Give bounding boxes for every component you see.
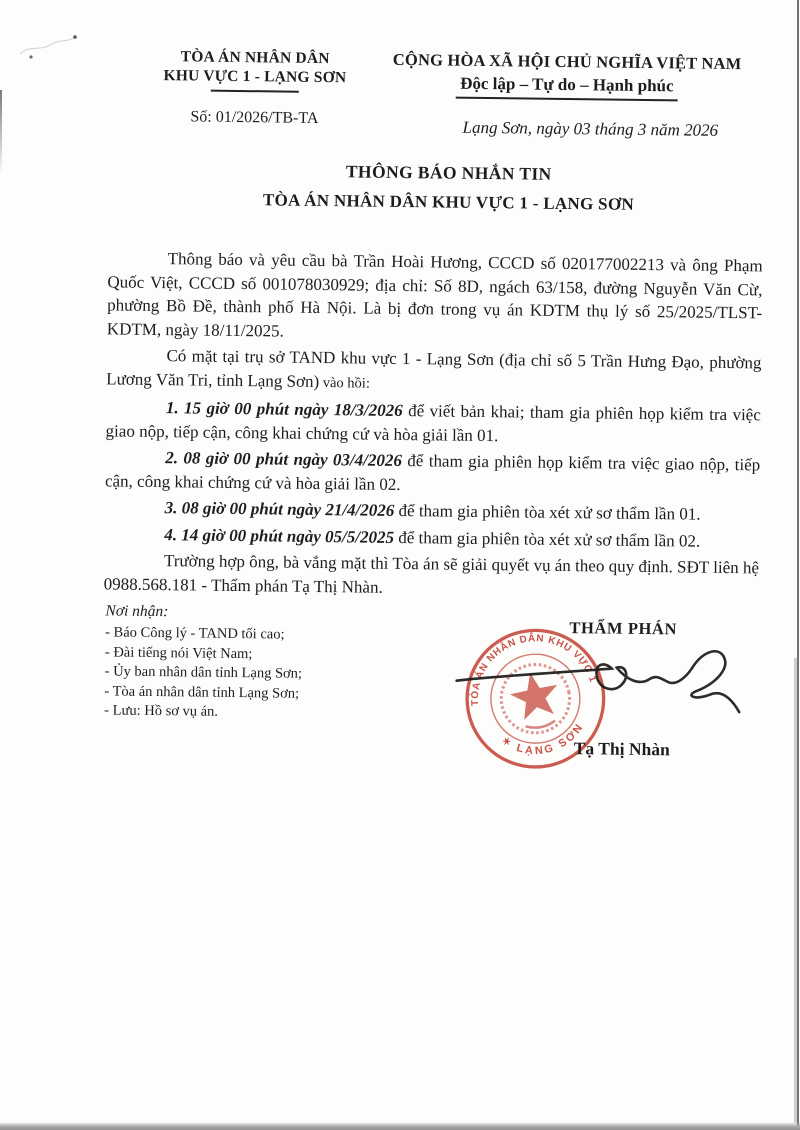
schedule-item-3-purpose: để tham gia phiên tòa xét xử sơ thẩm lần 01. bbox=[394, 500, 701, 524]
court-name-line2: KHU VỰC 1 - LẠNG SƠN bbox=[163, 67, 347, 87]
national-heading-block bbox=[365, 50, 768, 142]
recipients-block bbox=[104, 602, 405, 724]
schedule-item-1-datetime: 1. 15 giờ 00 phút ngày 18/3/2026 bbox=[165, 398, 403, 421]
schedule-item-1 bbox=[105, 395, 761, 450]
scan-edge-left bbox=[0, 90, 2, 175]
document-title bbox=[122, 159, 775, 217]
recipient-item: - Lưu: Hồ sơ vụ án. bbox=[104, 702, 219, 720]
national-title: CỘNG HÒA XÃ HỘI CHỦ NGHĨA VIỆT NAM bbox=[392, 49, 742, 74]
title-line2: TÒA ÁN NHÂN DÂN KHU VỰC 1 - LẠNG SƠN bbox=[262, 190, 635, 214]
schedule-item-1-purpose: để viết bản khai; tham gia phiên họp kiểm tra việc giao nộp, tiếp cận, công khai chứng cứ và hòa giải lần 01. bbox=[105, 401, 761, 445]
scan-edge-right bbox=[797, 0, 799, 1130]
paragraph-parties: Thông báo và yêu cầu bà Trần Hoài Hương, CCCD số 020177002213 và ông Phạm Quốc Việt, CCCD số 001078030929; địa chỉ: Số 8D, ngách 63/158, đường Nguyễn Văn Cừ, phường Bồ Đề, thành phố Hà Nội. Là bị đơn trong vụ án KDTM thụ lý số 25/2025/TLST-KDTM, ngày 18/11/2025. bbox=[106, 249, 763, 341]
schedule-item-3-datetime: 3. 08 giờ 00 phút ngày 21/4/2026 bbox=[164, 498, 395, 520]
schedule-item-2-purpose: để tham gia phiên họp kiểm tra việc giao nộp, tiếp cận, công khai chứng cứ và hòa giải lần 02. bbox=[104, 451, 761, 494]
scan-edge-right-gray bbox=[794, 658, 797, 1123]
recipient-item: - Ủy ban nhân dân tỉnh Lạng Sơn; bbox=[104, 663, 303, 682]
court-name-line1: TÒA ÁN NHÂN DÂN bbox=[180, 48, 330, 68]
recipient-item: - Tòa án nhân dân tỉnh Lạng Sơn; bbox=[104, 682, 300, 702]
recipients-label: Nơi nhận: bbox=[105, 602, 169, 621]
schedule-item-4-purpose: để tham gia phiên tòa xét xử sơ thẩm lần 02. bbox=[393, 527, 701, 551]
signer-name: Tạ Thị Nhàn bbox=[573, 738, 670, 760]
document-number: Số: 01/2026/TB-TA bbox=[190, 108, 319, 127]
summons-location-text: Có mặt tại trụ sở TAND khu vực 1 - Lạng Sơn (địa chỉ số 5 Trần Hưng Đạo, phường Lương Văn Tri, tỉnh Lạng Sơn) bbox=[106, 346, 762, 391]
header-underline bbox=[211, 90, 299, 93]
paragraph-summons-location bbox=[106, 343, 762, 400]
stamp-text-top: TÒA ÁN NHÂN DÂN KHU VỰC 1 bbox=[469, 633, 599, 707]
issuing-authority-block bbox=[143, 47, 366, 137]
document-header bbox=[143, 47, 768, 142]
summons-location-tail: vào hồi: bbox=[319, 374, 371, 392]
judge-handwritten-signature bbox=[448, 629, 751, 729]
place-date-line: Lạng Sơn, ngày 03 tháng 3 năm 2026 bbox=[462, 117, 719, 140]
document-body bbox=[104, 246, 763, 606]
paragraph-absence-warning: Trường hợp ông, bà vắng mặt thì Tòa án sẽ giải quyết vụ án theo quy định. SĐT liên hệ 0988.568.181 - Thẩm phán Tạ Thị Nhàn. bbox=[103, 551, 760, 597]
schedule-item-2 bbox=[105, 445, 761, 500]
recipient-item: - Đài tiếng nói Việt Nam; bbox=[104, 643, 253, 662]
stamp-text-bottom: ✶ LẠNG SƠN bbox=[499, 720, 587, 758]
signature-block bbox=[445, 609, 759, 783]
scan-edge-bottom bbox=[0, 1122, 800, 1130]
schedule-item-4-datetime: 4. 14 giờ 00 phút ngày 05/5/2025 bbox=[164, 524, 395, 547]
schedule-item-2-datetime: 2. 08 giờ 00 phút ngày 03/4/2026 bbox=[165, 448, 403, 471]
recipient-item: - Báo Công lý - TAND tối cao; bbox=[105, 624, 285, 643]
national-motto: Độc lập – Tự do – Hạnh phúc bbox=[456, 74, 678, 102]
title-line1: THÔNG BÁO NHẮN TIN bbox=[345, 161, 552, 184]
signer-title: THẨM PHÁN bbox=[569, 618, 678, 639]
